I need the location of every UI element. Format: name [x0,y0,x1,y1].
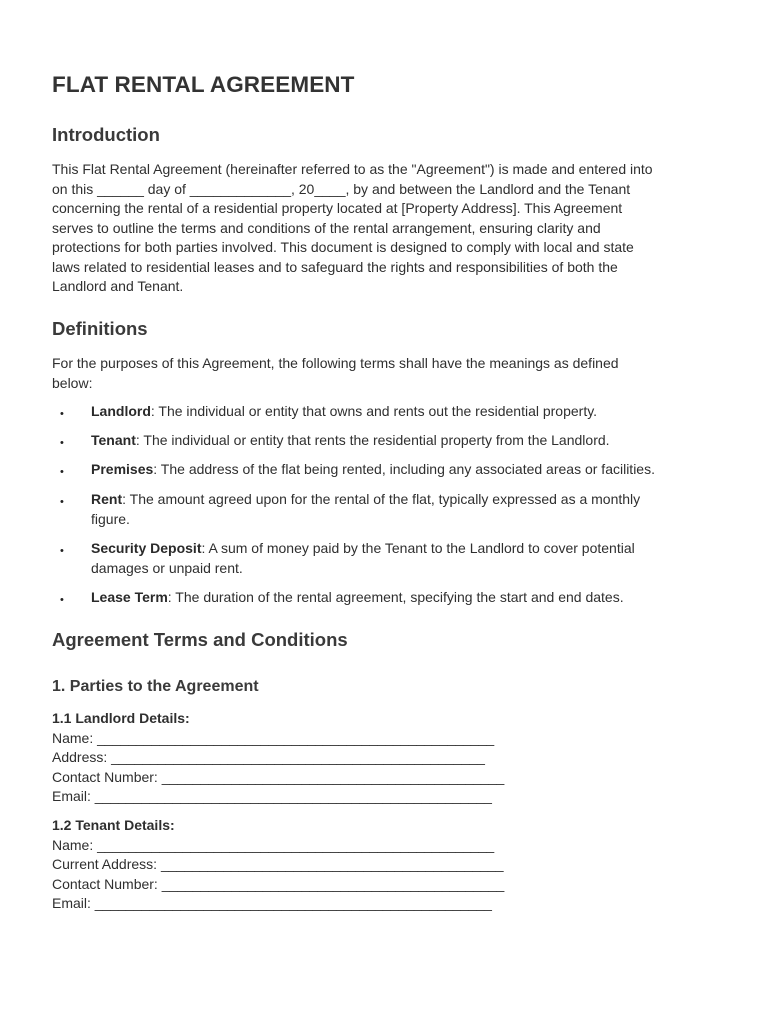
definition-term: Tenant [91,432,136,448]
definition-term: Lease Term [91,589,168,605]
landlord-address-field[interactable]: Address: ________________________________________________ [52,749,485,765]
paragraph-line: Landlord and Tenant. [52,278,184,294]
bullet-icon: • [60,496,64,508]
introduction-heading: Introduction [52,124,160,145]
definition-text: : The individual or entity that rents the residential property from the Landlord. [135,432,610,448]
bullet-icon: • [60,466,64,478]
definition-text-continued: figure. [91,510,130,527]
parties-heading: 1. Parties to the Agreement [52,678,259,695]
bullet-icon: • [60,408,64,420]
definition-text: : The amount agreed upon for the rental of the flat, typically expressed as a monthly [122,491,641,507]
paragraph-line: For the purposes of this Agreement, the following terms shall have the meanings as defined [52,355,619,371]
tenant-contact-number-field[interactable]: Contact Number: ____________________________________________ [52,876,505,892]
definition-text: : The individual or entity that owns and rents out the residential property. [150,403,598,419]
paragraph-line: This Flat Rental Agreement (hereinafter referred to as the "Agreement") is made and entered into [52,161,653,177]
definitions-intro [52,354,724,393]
paragraph-line: protections for both parties involved. This document is designed to comply with local and state [52,239,634,255]
definition-text: : The duration of the rental agreement, specifying the start and end dates. [167,589,624,605]
definition-term: Rent [91,491,123,507]
definition-text: : A sum of money paid by the Tenant to the Landlord to cover potential [201,540,635,556]
bullet-icon: • [60,437,64,449]
tenant-current-address-field[interactable]: Current Address: ____________________________________________ [52,856,504,872]
definition-term: Security Deposit [91,540,202,556]
tenant-name-field[interactable]: Name: ___________________________________________________ [52,837,495,853]
document-title: FLAT RENTAL AGREEMENT [52,72,355,97]
landlord-contact-number-field[interactable]: Contact Number: ____________________________________________ [52,769,505,785]
tenant-details-heading: 1.2 Tenant Details: [52,817,175,833]
bullet-icon: • [60,594,64,606]
introduction-paragraph [52,160,724,297]
definitions-heading: Definitions [52,318,148,339]
paragraph-line: on this ______ day of _____________, 20____, by and between the Landlord and the Tenant [52,180,631,197]
bullet-icon: • [60,545,64,557]
definition-term: Premises [91,461,154,477]
definition-term: Landlord [91,403,151,419]
landlord-details-heading: 1.1 Landlord Details: [52,710,190,726]
tenant-email-field[interactable]: Email: ___________________________________________________ [52,895,492,911]
paragraph-line: serves to outline the terms and conditions of the rental arrangement, ensuring clarity and [52,219,601,236]
definition-text-continued: damages or unpaid rent. [91,559,243,576]
paragraph-line: laws related to residential leases and to safeguard the rights and responsibilities of both the [52,258,618,275]
definition-text: : The address of the flat being rented, including any associated areas or facilities. [153,461,655,477]
terms-heading: Agreement Terms and Conditions [52,629,348,650]
landlord-email-field[interactable]: Email: ___________________________________________________ [52,788,492,804]
paragraph-line: below: [52,374,93,391]
paragraph-line: concerning the rental of a residential property located at [Property Address]. This Agreement [52,200,623,216]
landlord-name-field[interactable]: Name: ___________________________________________________ [52,730,495,746]
